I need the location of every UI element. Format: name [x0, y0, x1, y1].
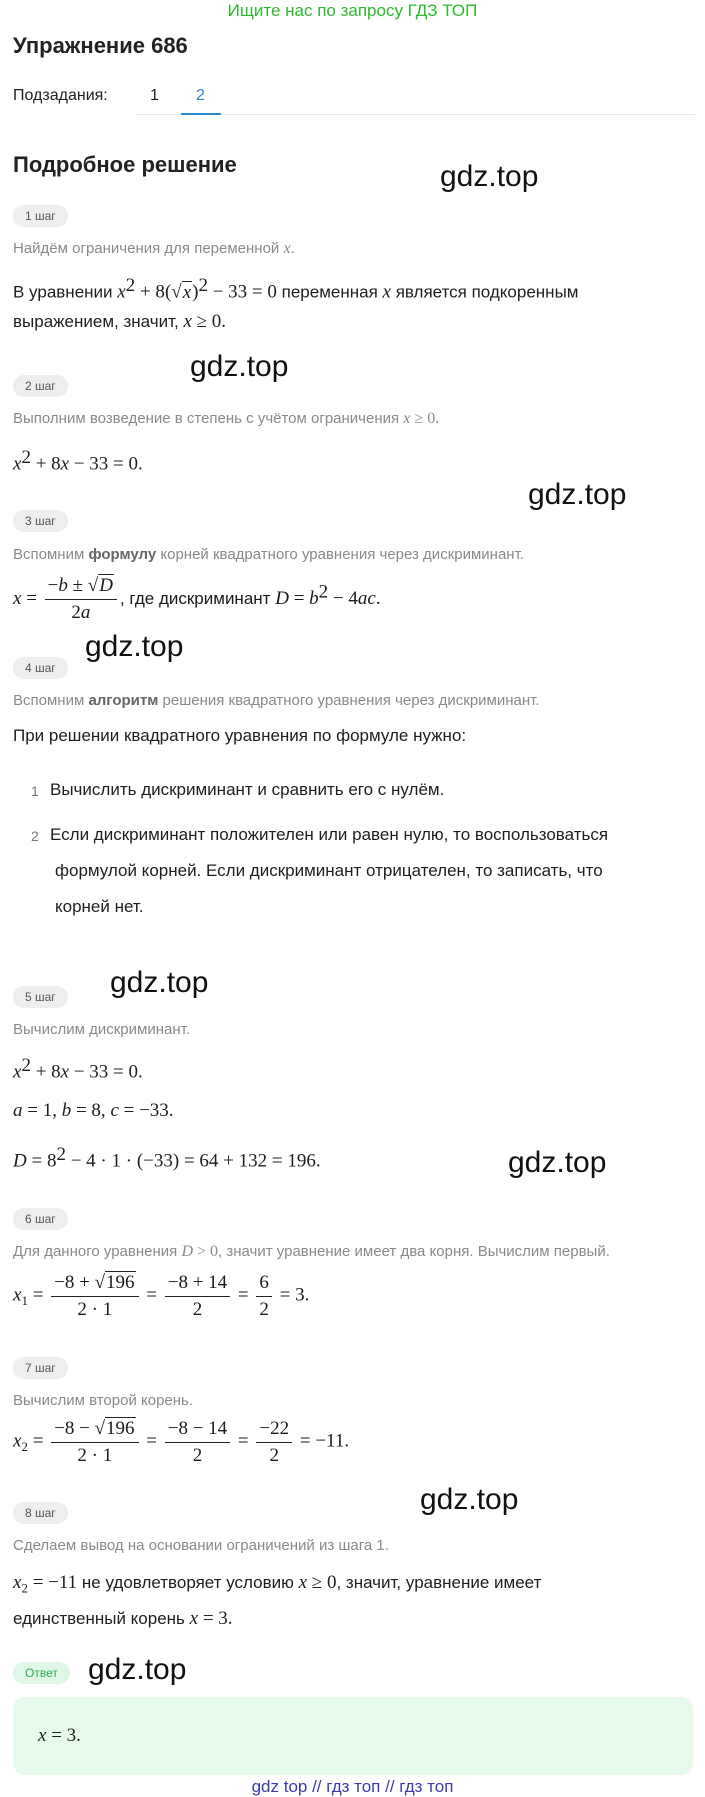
- watermark: gdz.top: [420, 1483, 519, 1516]
- watermark: gdz.top: [190, 350, 289, 383]
- answer-box: [13, 1697, 693, 1775]
- solution-heading: Подробное решение: [13, 152, 237, 177]
- subtasks-label: Подзадания:: [13, 87, 108, 104]
- step-3-pill: 3 шаг: [13, 510, 68, 532]
- step-3-hint: Вспомним формулу корней квадратного уравнения через дискриминант.: [13, 546, 524, 563]
- list-item: Если дискриминант положителен или равен нулю, то воспользоваться: [50, 825, 609, 844]
- step-1-pill: 1 шаг: [13, 205, 68, 227]
- answer-pill: Ответ: [13, 1662, 70, 1684]
- step-1-hint: Найдём ограничения для переменной x.: [13, 240, 295, 257]
- footer-links[interactable]: gdz top // гдз топ // гдз топ: [251, 1777, 454, 1796]
- step-2-pill: 2 шаг: [13, 375, 68, 397]
- step-8-pill: 8 шаг: [13, 1502, 68, 1524]
- search-banner[interactable]: Ищите нас по запросу ГДЗ ТОП: [227, 1, 478, 20]
- watermark: gdz.top: [508, 1146, 607, 1179]
- page-title: Упражнение 686: [13, 33, 188, 58]
- subtask-tab-2[interactable]: 2: [196, 87, 205, 104]
- step-8-text-2: единственный корень x = 3.: [13, 1608, 233, 1629]
- watermark: gdz.top: [110, 966, 209, 999]
- answer-value: x = 3.: [38, 1725, 81, 1746]
- watermark: gdz.top: [85, 630, 184, 663]
- watermark: gdz.top: [88, 1653, 187, 1686]
- active-tab-indicator: [181, 113, 221, 115]
- step-2-hint: Выполним возведение в степень с учётом ограничения x ≥ 0.: [13, 410, 440, 427]
- step-5-pill: 5 шаг: [13, 986, 68, 1008]
- list-item: корней нет.: [55, 897, 144, 916]
- step-6-pill: 6 шаг: [13, 1208, 68, 1230]
- step-8-text: $x_2 = -11$ не удовлетворяет условию x ≥ 0, значит, уравнение имеет: [13, 1572, 542, 1596]
- watermark: gdz.top: [528, 478, 627, 511]
- step-7-root-2: $x_2$ = $\frac{-8 - √196}{2 \cdot 1}$ = $\frac{-8 - 14}{2}$ = $\frac{-22}{2}$ = −11.: [13, 1418, 350, 1466]
- step-7-hint: Вычислим второй корень.: [13, 1392, 194, 1409]
- step-6-hint: Для данного уравнения D > 0, значит уравнение имеет два корня. Вычислим первый.: [13, 1243, 610, 1260]
- list-number: 1: [31, 783, 39, 799]
- step-4-pill: 4 шаг: [13, 657, 68, 679]
- list-item: Вычислить дискриминант и сравнить его с нулём.: [50, 780, 445, 799]
- step-4-text: При решении квадратного уравнения по формуле нужно:: [13, 726, 467, 745]
- step-8-hint: Сделаем вывод на основании ограничений из шага 1.: [13, 1537, 389, 1554]
- step-1-text: В уравнении $x^2 + 8(√x)^2 - 33 = 0$ переменная x является подкоренным: [13, 275, 579, 303]
- list-item: формулой корней. Если дискриминант отрицателен, то записать, что: [55, 861, 603, 880]
- step-5-discriminant: $D = 8^2 - 4 \cdot 1 \cdot (-33) = 64 + 132 = 196$.: [13, 1144, 321, 1172]
- subtask-tab-1[interactable]: 1: [150, 87, 159, 104]
- watermark: gdz.top: [440, 160, 539, 193]
- step-5-equation: $x^2 + 8x - 33 = 0$.: [13, 1055, 143, 1083]
- step-5-hint: Вычислим дискриминант.: [13, 1021, 190, 1038]
- step-5-coefficients: a = 1, b = 8, c = −33.: [13, 1100, 174, 1121]
- step-6-root-1: $x_1$ = $\frac{-8 + √196}{2 \cdot 1}$ = $\frac{-8 + 14}{2}$ = $\frac{6}{2}$ = 3.: [13, 1272, 310, 1320]
- step-1-text-2: выражением, значит, x ≥ 0.: [13, 311, 227, 332]
- list-number: 2: [31, 828, 39, 844]
- step-7-pill: 7 шаг: [13, 1357, 68, 1379]
- step-4-hint: Вспомним алгоритм решения квадратного уравнения через дискриминант.: [13, 692, 540, 709]
- step-2-equation: $x^2 + 8x - 33 = 0$.: [13, 447, 143, 475]
- step-3-formula: x = $\frac{-b \pm √D}{2a}$ , где дискриминант $D = b^2 - 4ac$.: [13, 575, 381, 623]
